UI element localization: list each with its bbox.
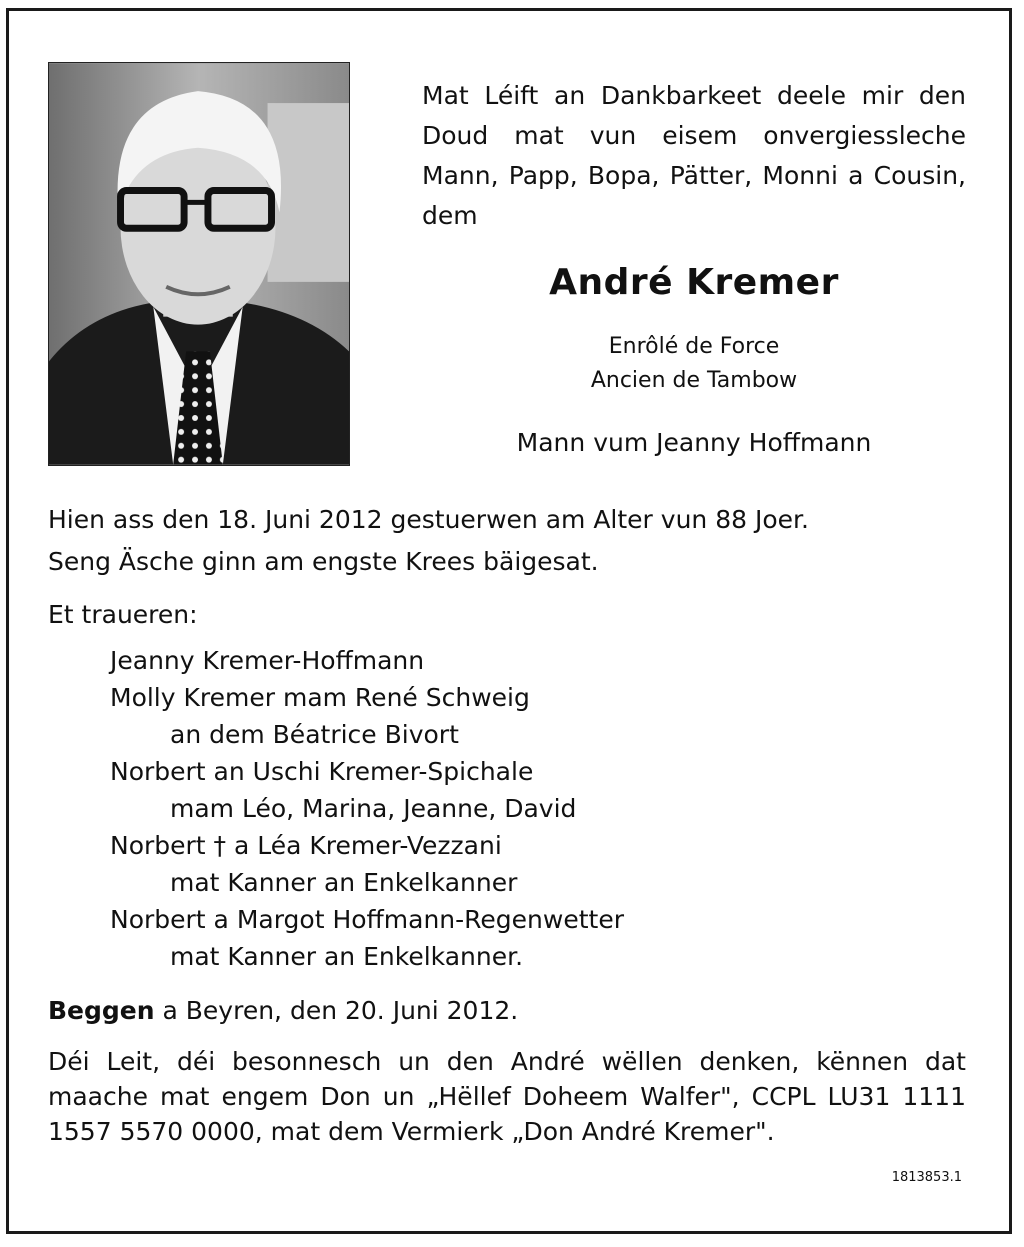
mourners-heading: Et traueren: — [48, 600, 198, 629]
intro-text: Mat Léift an Dankbarkeet deele mir den Doud mat vun eisem onvergiessleche Mann, Papp, Bopa, Pätter, Monni a Cousin, dem — [422, 81, 966, 230]
title-line-1: Enrôlé de Force — [608, 334, 780, 359]
mourner-line: Norbert † a Léa Kremer-Vezzani — [110, 831, 502, 860]
mourner-line: Norbert a Margot Hoffmann-Regenwetter — [110, 905, 624, 934]
place-name: Beggen — [48, 996, 155, 1025]
mourner-line: Norbert an Uschi Kremer-Spichale — [110, 757, 534, 786]
death-line: Hien ass den 18. Juni 2012 gestuerwen am Alter vun 88 Joer. — [48, 505, 809, 534]
donation-text: Déi Leit, déi besonnesch un den André wëllen denken, kënnen dat maache mat engem Don un „Hëllef Doheem Walfer", CCPL LU31 1111 1557 5570 0000, mat dem Vermierk „Don André Kremer". — [48, 1047, 966, 1146]
burial-line: Seng Äsche ginn am engste Krees bäigesat. — [48, 547, 599, 576]
mourner-line: Jeanny Kremer-Hoffmann — [110, 646, 425, 675]
mourner-line: mat Kanner an Enkelkanner — [170, 868, 518, 897]
mourner-line: mam Léo, Marina, Jeanne, David — [170, 794, 577, 823]
mourner-line: mat Kanner an Enkelkanner. — [170, 942, 524, 971]
reference-number: 1813853.1 — [891, 1170, 962, 1185]
place-date: a Beyren, den 20. Juni 2012. — [154, 996, 519, 1025]
deceased-name: André Kremer — [549, 262, 839, 303]
mourner-line: Molly Kremer mam René Schweig — [110, 683, 530, 712]
portrait-photo — [48, 62, 350, 466]
spouse-line: Mann vum Jeanny Hoffmann — [516, 428, 872, 457]
title-line-2: Ancien de Tambow — [590, 368, 798, 393]
mourner-line: an dem Béatrice Bivort — [170, 720, 459, 749]
place-date-line — [48, 996, 518, 1025]
